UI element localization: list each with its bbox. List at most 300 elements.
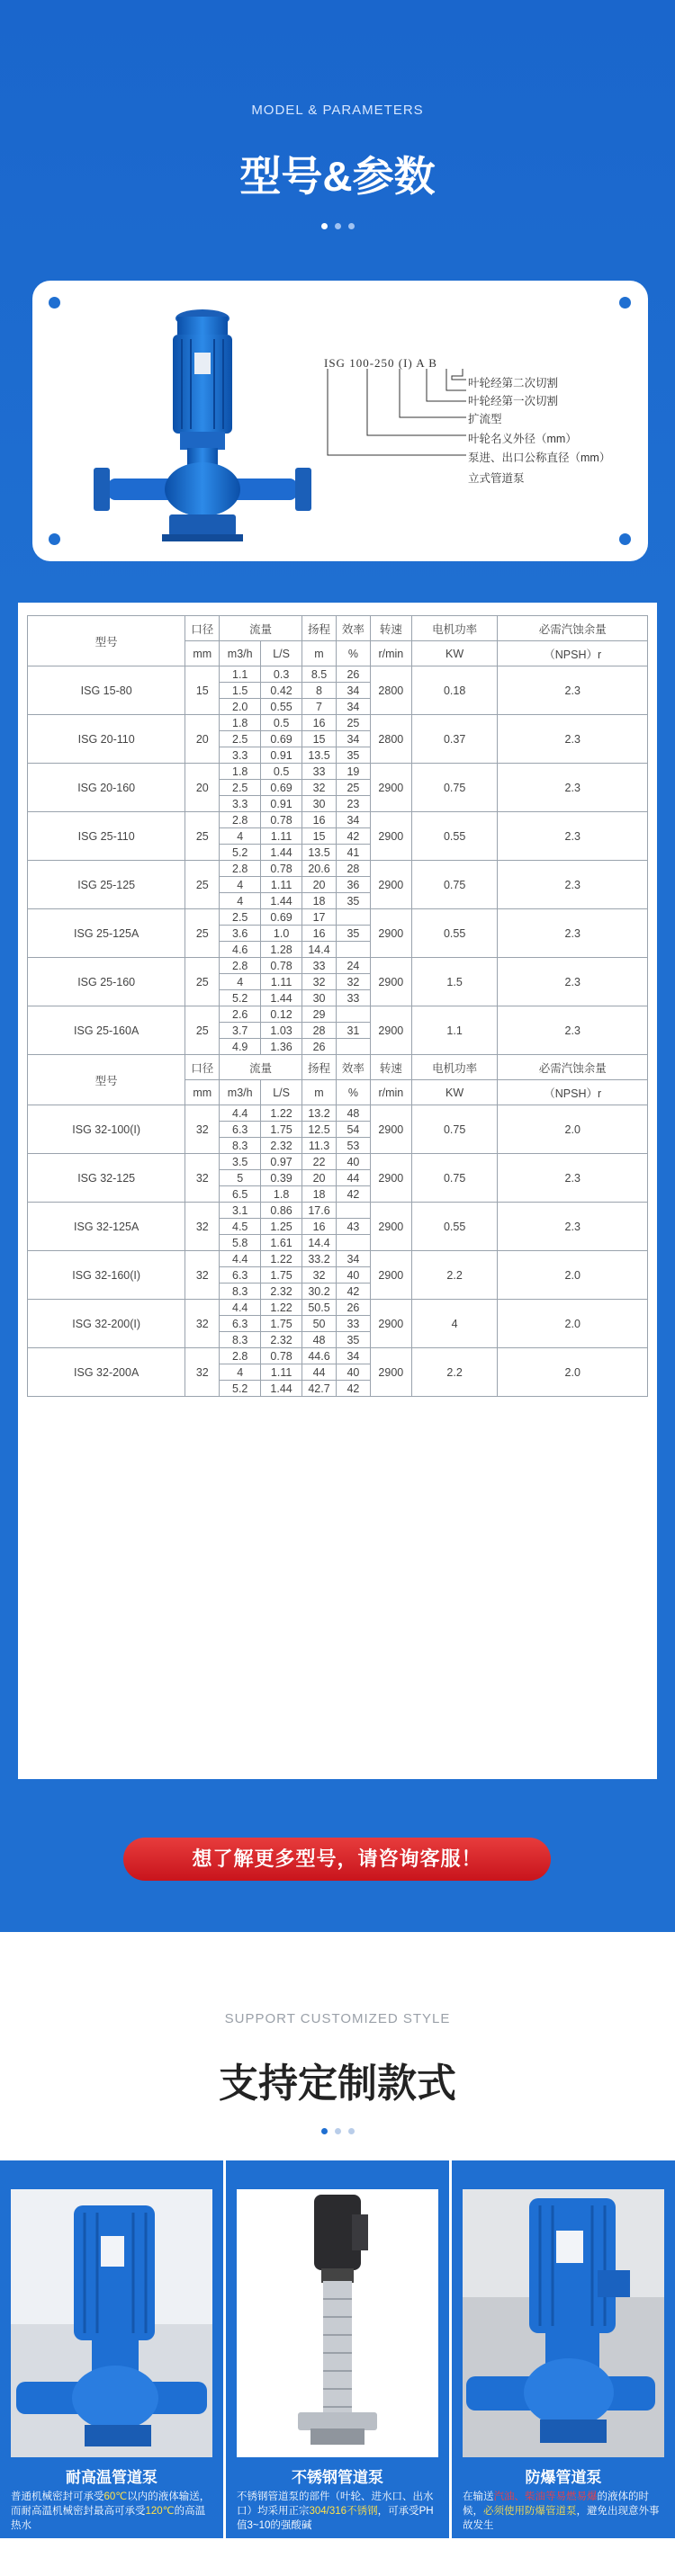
efficiency-cell: 35	[336, 747, 370, 764]
header-power: 电机功率	[411, 616, 498, 641]
efficiency-cell: 25	[336, 780, 370, 796]
efficiency-cell: 36	[336, 877, 370, 893]
flow-m3h-cell: 1.8	[220, 715, 261, 731]
unit-cell: KW	[411, 1080, 498, 1105]
header-speed: 转速	[370, 616, 411, 641]
flow-m3h-cell: 4.6	[220, 942, 261, 958]
model-cell: ISG 25-125	[28, 861, 185, 909]
table-row	[28, 764, 648, 780]
efficiency-cell: 24	[336, 958, 370, 974]
head-cell: 16	[302, 926, 337, 942]
rivet-icon	[49, 297, 60, 309]
model-code-example: ISG 100-250 (I) A B	[324, 356, 437, 370]
head-cell: 50	[302, 1316, 337, 1332]
efficiency-cell: 34	[336, 1251, 370, 1267]
head-cell: 29	[302, 1006, 337, 1023]
npsh-cell: 2.0	[498, 1105, 648, 1154]
model-code-leader-lines	[320, 367, 473, 529]
flow-ls-cell: 0.69	[261, 731, 302, 747]
flow-ls-cell: 1.25	[261, 1219, 302, 1235]
flow-m3h-cell: 6.5	[220, 1186, 261, 1203]
flow-m3h-cell: 6.3	[220, 1267, 261, 1284]
header-bore: 口径	[185, 1055, 220, 1080]
efficiency-cell: 32	[336, 974, 370, 990]
high-temp-pump-image	[11, 2189, 212, 2457]
head-cell: 32	[302, 780, 337, 796]
flow-ls-cell: 0.42	[261, 683, 302, 699]
speed-cell: 2900	[370, 1300, 411, 1348]
power-cell: 4	[411, 1300, 498, 1348]
efficiency-cell: 34	[336, 812, 370, 828]
model-cell: ISG 25-125A	[28, 909, 185, 958]
unit-cell: r/min	[370, 1080, 411, 1105]
speed-cell: 2900	[370, 1348, 411, 1397]
bore-cell: 25	[185, 909, 220, 958]
table-row	[28, 1348, 648, 1364]
efficiency-cell	[336, 1039, 370, 1055]
flow-m3h-cell: 4.5	[220, 1219, 261, 1235]
header-flow: 流量	[220, 1055, 302, 1080]
card-title: 不锈钢管道泵	[292, 2469, 383, 2486]
vertical-pipeline-pump-image	[90, 299, 315, 546]
flow-ls-cell: 0.69	[261, 909, 302, 926]
speed-cell: 2900	[370, 861, 411, 909]
flow-ls-cell: 0.91	[261, 747, 302, 764]
npsh-cell: 2.0	[498, 1251, 648, 1300]
flow-m3h-cell: 4.4	[220, 1251, 261, 1267]
efficiency-cell: 34	[336, 731, 370, 747]
speed-cell: 2900	[370, 812, 411, 861]
section-title: 型号&参数	[239, 153, 436, 200]
unit-cell: KW	[411, 641, 498, 666]
efficiency-cell: 42	[336, 1284, 370, 1300]
head-cell: 44	[302, 1364, 337, 1381]
flow-ls-cell: 1.22	[261, 1251, 302, 1267]
head-cell: 8.5	[302, 666, 337, 683]
bore-cell: 32	[185, 1251, 220, 1300]
header-speed: 转速	[370, 1055, 411, 1080]
head-cell: 30	[302, 990, 337, 1006]
card-description: 在输送汽油、柴油等易燃易爆的液体的时候，必须使用防爆管道泵，避免出现意外事故发生	[463, 2491, 660, 2531]
bore-cell: 32	[185, 1203, 220, 1251]
unit-cell: mm	[185, 641, 220, 666]
flow-ls-cell: 0.78	[261, 812, 302, 828]
efficiency-cell: 33	[336, 990, 370, 1006]
flow-ls-cell: 0.5	[261, 715, 302, 731]
head-cell: 15	[302, 828, 337, 845]
power-cell: 0.75	[411, 861, 498, 909]
npsh-cell: 2.3	[498, 958, 648, 1006]
flow-m3h-cell: 2.8	[220, 812, 261, 828]
head-cell: 33	[302, 958, 337, 974]
card-description: 不锈钢管道泵的部件（叶轮、进水口、出水口）均采用正宗304/316不锈钢，可承受PH值3~10的强酸碱	[237, 2491, 434, 2531]
table-row	[28, 1006, 648, 1023]
head-cell: 42.7	[302, 1381, 337, 1397]
flow-ls-cell: 1.75	[261, 1122, 302, 1138]
flow-ls-cell: 1.36	[261, 1039, 302, 1055]
rivet-icon	[49, 533, 60, 545]
head-cell: 18	[302, 1186, 337, 1203]
flow-ls-cell: 0.91	[261, 796, 302, 812]
flow-m3h-cell: 3.6	[220, 926, 261, 942]
efficiency-cell: 34	[336, 699, 370, 715]
efficiency-cell: 31	[336, 1023, 370, 1039]
flow-ls-cell: 0.5	[261, 764, 302, 780]
flow-ls-cell: 0.78	[261, 861, 302, 877]
efficiency-cell: 26	[336, 1300, 370, 1316]
head-cell: 22	[302, 1154, 337, 1170]
section-title: 支持定制款式	[219, 2062, 456, 2106]
efficiency-cell: 48	[336, 1105, 370, 1122]
speed-cell: 2900	[370, 1203, 411, 1251]
unit-cell: m	[302, 1080, 337, 1105]
head-cell: 13.5	[302, 845, 337, 861]
flow-m3h-cell: 3.7	[220, 1023, 261, 1039]
flow-ls-cell: 0.69	[261, 780, 302, 796]
explosion-proof-pump-image	[463, 2189, 664, 2457]
efficiency-cell: 42	[336, 1381, 370, 1397]
power-cell: 2.2	[411, 1348, 498, 1397]
unit-cell: m3/h	[220, 1080, 261, 1105]
efficiency-cell: 19	[336, 764, 370, 780]
head-cell: 33	[302, 764, 337, 780]
head-cell: 30	[302, 796, 337, 812]
table-row	[28, 715, 648, 731]
legend-item: 叶轮经第一次切割	[468, 395, 559, 407]
efficiency-cell: 40	[336, 1154, 370, 1170]
flow-m3h-cell: 2.8	[220, 1348, 261, 1364]
header-power: 电机功率	[411, 1055, 498, 1080]
model-cell: ISG 32-100(I)	[28, 1105, 185, 1154]
flow-ls-cell: 1.44	[261, 1381, 302, 1397]
efficiency-cell: 25	[336, 715, 370, 731]
flow-m3h-cell: 5	[220, 1170, 261, 1186]
unit-cell: %	[336, 1080, 370, 1105]
header-model: 型号	[28, 1055, 185, 1105]
head-cell: 17	[302, 909, 337, 926]
table-header-row	[28, 616, 648, 641]
card-title: 耐高温管道泵	[66, 2469, 158, 2486]
flow-m3h-cell: 4	[220, 877, 261, 893]
flow-m3h-cell: 2.6	[220, 1006, 261, 1023]
flow-ls-cell: 1.75	[261, 1267, 302, 1284]
flow-ls-cell: 1.22	[261, 1300, 302, 1316]
flow-ls-cell: 2.32	[261, 1284, 302, 1300]
model-cell: ISG 32-125	[28, 1154, 185, 1203]
head-cell: 18	[302, 893, 337, 909]
card-description: 普通机械密封可承受60℃以内的液体输送，而耐高温机械密封最高可承受120℃的高温热水	[11, 2491, 211, 2531]
npsh-cell: 2.3	[498, 1154, 648, 1203]
model-cell: ISG 32-125A	[28, 1203, 185, 1251]
flow-ls-cell: 0.39	[261, 1170, 302, 1186]
flow-ls-cell: 0.97	[261, 1154, 302, 1170]
flow-m3h-cell: 4.4	[220, 1300, 261, 1316]
power-cell: 0.75	[411, 1105, 498, 1154]
flow-ls-cell: 0.12	[261, 1006, 302, 1023]
table-row	[28, 666, 648, 683]
head-cell: 50.5	[302, 1300, 337, 1316]
speed-cell: 2800	[370, 666, 411, 715]
customization-cards	[0, 2160, 675, 2538]
efficiency-cell: 34	[336, 683, 370, 699]
flow-m3h-cell: 5.8	[220, 1235, 261, 1251]
unit-cell: L/S	[261, 1080, 302, 1105]
flow-m3h-cell: 5.2	[220, 845, 261, 861]
flow-ls-cell: 1.44	[261, 990, 302, 1006]
flow-ls-cell: 0.55	[261, 699, 302, 715]
section-subtitle: MODEL & PARAMETERS	[251, 103, 424, 118]
header-npsh: 必需汽蚀余量	[498, 616, 648, 641]
header-flow: 流量	[220, 616, 302, 641]
head-cell: 13.2	[302, 1105, 337, 1122]
npsh-cell: 2.3	[498, 666, 648, 715]
efficiency-cell: 40	[336, 1267, 370, 1284]
efficiency-cell: 53	[336, 1138, 370, 1154]
legend-item: 扩流型	[468, 413, 502, 425]
flow-ls-cell: 1.0	[261, 926, 302, 942]
npsh-cell: 2.3	[498, 764, 648, 812]
table-row	[28, 1300, 648, 1316]
bore-cell: 15	[185, 666, 220, 715]
flow-ls-cell: 1.61	[261, 1235, 302, 1251]
head-cell: 7	[302, 699, 337, 715]
head-cell: 13.5	[302, 747, 337, 764]
unit-cell: %	[336, 641, 370, 666]
efficiency-cell: 35	[336, 893, 370, 909]
flow-m3h-cell: 3.5	[220, 1154, 261, 1170]
flow-m3h-cell: 2.8	[220, 861, 261, 877]
head-cell: 33.2	[302, 1251, 337, 1267]
table-header-row	[28, 1055, 648, 1080]
flow-m3h-cell: 3.3	[220, 747, 261, 764]
head-cell: 28	[302, 1023, 337, 1039]
efficiency-cell: 35	[336, 926, 370, 942]
efficiency-cell: 28	[336, 861, 370, 877]
npsh-cell: 2.0	[498, 1300, 648, 1348]
efficiency-cell: 42	[336, 1186, 370, 1203]
efficiency-cell	[336, 1235, 370, 1251]
flow-m3h-cell: 6.3	[220, 1122, 261, 1138]
model-cell: ISG 32-200(I)	[28, 1300, 185, 1348]
npsh-cell: 2.3	[498, 909, 648, 958]
header-head: 扬程	[302, 616, 337, 641]
card-explosion-proof[interactable]	[452, 2160, 675, 2538]
model-cell: ISG 20-110	[28, 715, 185, 764]
flow-ls-cell: 1.28	[261, 942, 302, 958]
model-cell: ISG 25-160	[28, 958, 185, 1006]
flow-ls-cell: 1.75	[261, 1316, 302, 1332]
flow-m3h-cell: 4.9	[220, 1039, 261, 1055]
head-cell: 20.6	[302, 861, 337, 877]
efficiency-cell: 41	[336, 845, 370, 861]
parameter-table-panel	[18, 603, 657, 1779]
flow-ls-cell: 1.11	[261, 877, 302, 893]
head-cell: 30.2	[302, 1284, 337, 1300]
table-row	[28, 909, 648, 926]
flow-m3h-cell: 1.1	[220, 666, 261, 683]
header-efficiency: 效率	[336, 1055, 370, 1080]
header-bore: 口径	[185, 616, 220, 641]
rivet-icon	[619, 533, 631, 545]
head-cell: 16	[302, 1219, 337, 1235]
bore-cell: 25	[185, 1006, 220, 1055]
flow-ls-cell: 1.11	[261, 974, 302, 990]
npsh-cell: 2.3	[498, 1006, 648, 1055]
flow-m3h-cell: 5.2	[220, 1381, 261, 1397]
bore-cell: 20	[185, 764, 220, 812]
table-row	[28, 1203, 648, 1219]
flow-m3h-cell: 3.1	[220, 1203, 261, 1219]
flow-ls-cell: 1.44	[261, 845, 302, 861]
efficiency-cell: 40	[336, 1364, 370, 1381]
model-explanation-card	[32, 281, 648, 561]
flow-m3h-cell: 4	[220, 828, 261, 845]
bore-cell: 32	[185, 1154, 220, 1203]
unit-cell: m3/h	[220, 641, 261, 666]
flow-m3h-cell: 4	[220, 974, 261, 990]
legend-item: 叶轮经第二次切割	[468, 377, 559, 389]
flow-m3h-cell: 2.0	[220, 699, 261, 715]
unit-cell: （NPSH）r	[498, 1080, 648, 1105]
model-cell: ISG 20-160	[28, 764, 185, 812]
section-subtitle: SUPPORT CUSTOMIZED STYLE	[224, 2011, 451, 2026]
bore-cell: 25	[185, 958, 220, 1006]
npsh-cell: 2.0	[498, 1348, 648, 1397]
efficiency-cell: 54	[336, 1122, 370, 1138]
efficiency-cell	[336, 942, 370, 958]
flow-m3h-cell: 4.4	[220, 1105, 261, 1122]
header-efficiency: 效率	[336, 616, 370, 641]
head-cell: 8	[302, 683, 337, 699]
power-cell: 0.75	[411, 1154, 498, 1203]
unit-cell: m	[302, 641, 337, 666]
flow-m3h-cell: 8.3	[220, 1284, 261, 1300]
efficiency-cell	[336, 1006, 370, 1023]
speed-cell: 2900	[370, 1006, 411, 1055]
npsh-cell: 2.3	[498, 812, 648, 861]
head-cell: 15	[302, 731, 337, 747]
efficiency-cell	[336, 909, 370, 926]
flow-ls-cell: 1.03	[261, 1023, 302, 1039]
speed-cell: 2900	[370, 909, 411, 958]
flow-m3h-cell: 2.8	[220, 958, 261, 974]
efficiency-cell: 42	[336, 828, 370, 845]
flow-ls-cell: 1.11	[261, 828, 302, 845]
head-cell: 17.6	[302, 1203, 337, 1219]
flow-ls-cell: 1.22	[261, 1105, 302, 1122]
head-cell: 14.4	[302, 1235, 337, 1251]
npsh-cell: 2.3	[498, 715, 648, 764]
speed-cell: 2900	[370, 1251, 411, 1300]
efficiency-cell: 43	[336, 1219, 370, 1235]
flow-ls-cell: 0.3	[261, 666, 302, 683]
power-cell: 1.5	[411, 958, 498, 1006]
power-cell: 2.2	[411, 1251, 498, 1300]
bore-cell: 32	[185, 1105, 220, 1154]
efficiency-cell: 34	[336, 1348, 370, 1364]
card-stainless[interactable]	[226, 2160, 449, 2538]
head-cell: 48	[302, 1332, 337, 1348]
flow-ls-cell: 0.86	[261, 1203, 302, 1219]
parameter-table	[27, 615, 648, 1397]
header-head: 扬程	[302, 1055, 337, 1080]
unit-cell: r/min	[370, 641, 411, 666]
efficiency-cell	[336, 1203, 370, 1219]
flow-m3h-cell: 1.5	[220, 683, 261, 699]
card-high-temp[interactable]	[0, 2160, 223, 2538]
contact-service-button[interactable]: 想了解更多型号，请咨询客服！	[123, 1838, 551, 1881]
bore-cell: 25	[185, 861, 220, 909]
unit-cell: （NPSH）r	[498, 641, 648, 666]
efficiency-cell: 26	[336, 666, 370, 683]
head-cell: 11.3	[302, 1138, 337, 1154]
efficiency-cell: 44	[336, 1170, 370, 1186]
header-npsh: 必需汽蚀余量	[498, 1055, 648, 1080]
head-cell: 20	[302, 1170, 337, 1186]
model-cell: ISG 32-200A	[28, 1348, 185, 1397]
power-cell: 0.55	[411, 812, 498, 861]
flow-ls-cell: 2.32	[261, 1138, 302, 1154]
power-cell: 0.18	[411, 666, 498, 715]
model-cell: ISG 25-160A	[28, 1006, 185, 1055]
flow-m3h-cell: 5.2	[220, 990, 261, 1006]
stainless-pump-image	[237, 2189, 438, 2457]
table-row	[28, 812, 648, 828]
head-cell: 32	[302, 974, 337, 990]
flow-ls-cell: 0.78	[261, 958, 302, 974]
power-cell: 0.55	[411, 1203, 498, 1251]
speed-cell: 2800	[370, 715, 411, 764]
head-cell: 20	[302, 877, 337, 893]
efficiency-cell: 35	[336, 1332, 370, 1348]
legend-item: 立式管道泵	[468, 472, 525, 485]
legend-item: 泵进、出口公称直径（mm）	[468, 452, 611, 464]
table-row	[28, 1251, 648, 1267]
header-model: 型号	[28, 616, 185, 666]
head-cell: 26	[302, 1039, 337, 1055]
flow-ls-cell: 0.78	[261, 1348, 302, 1364]
card-title: 防爆管道泵	[525, 2469, 602, 2486]
head-cell: 16	[302, 812, 337, 828]
efficiency-cell: 23	[336, 796, 370, 812]
speed-cell: 2900	[370, 764, 411, 812]
flow-m3h-cell: 8.3	[220, 1332, 261, 1348]
legend-item: 叶轮名义外径（mm）	[468, 433, 577, 445]
flow-ls-cell: 2.32	[261, 1332, 302, 1348]
unit-cell: L/S	[261, 641, 302, 666]
pagination-dots	[0, 218, 675, 234]
rivet-icon	[619, 297, 631, 309]
flow-m3h-cell: 2.5	[220, 731, 261, 747]
head-cell: 44.6	[302, 1348, 337, 1364]
table-row	[28, 958, 648, 974]
unit-cell: mm	[185, 1080, 220, 1105]
model-cell: ISG 15-80	[28, 666, 185, 715]
power-cell: 0.37	[411, 715, 498, 764]
head-cell: 16	[302, 715, 337, 731]
speed-cell: 2900	[370, 1105, 411, 1154]
flow-m3h-cell: 2.5	[220, 780, 261, 796]
speed-cell: 2900	[370, 958, 411, 1006]
table-row	[28, 1154, 648, 1170]
table-row	[28, 1105, 648, 1122]
speed-cell: 2900	[370, 1154, 411, 1203]
flow-m3h-cell: 1.8	[220, 764, 261, 780]
pagination-dots	[0, 2123, 675, 2139]
npsh-cell: 2.3	[498, 1203, 648, 1251]
head-cell: 32	[302, 1267, 337, 1284]
power-cell: 0.55	[411, 909, 498, 958]
